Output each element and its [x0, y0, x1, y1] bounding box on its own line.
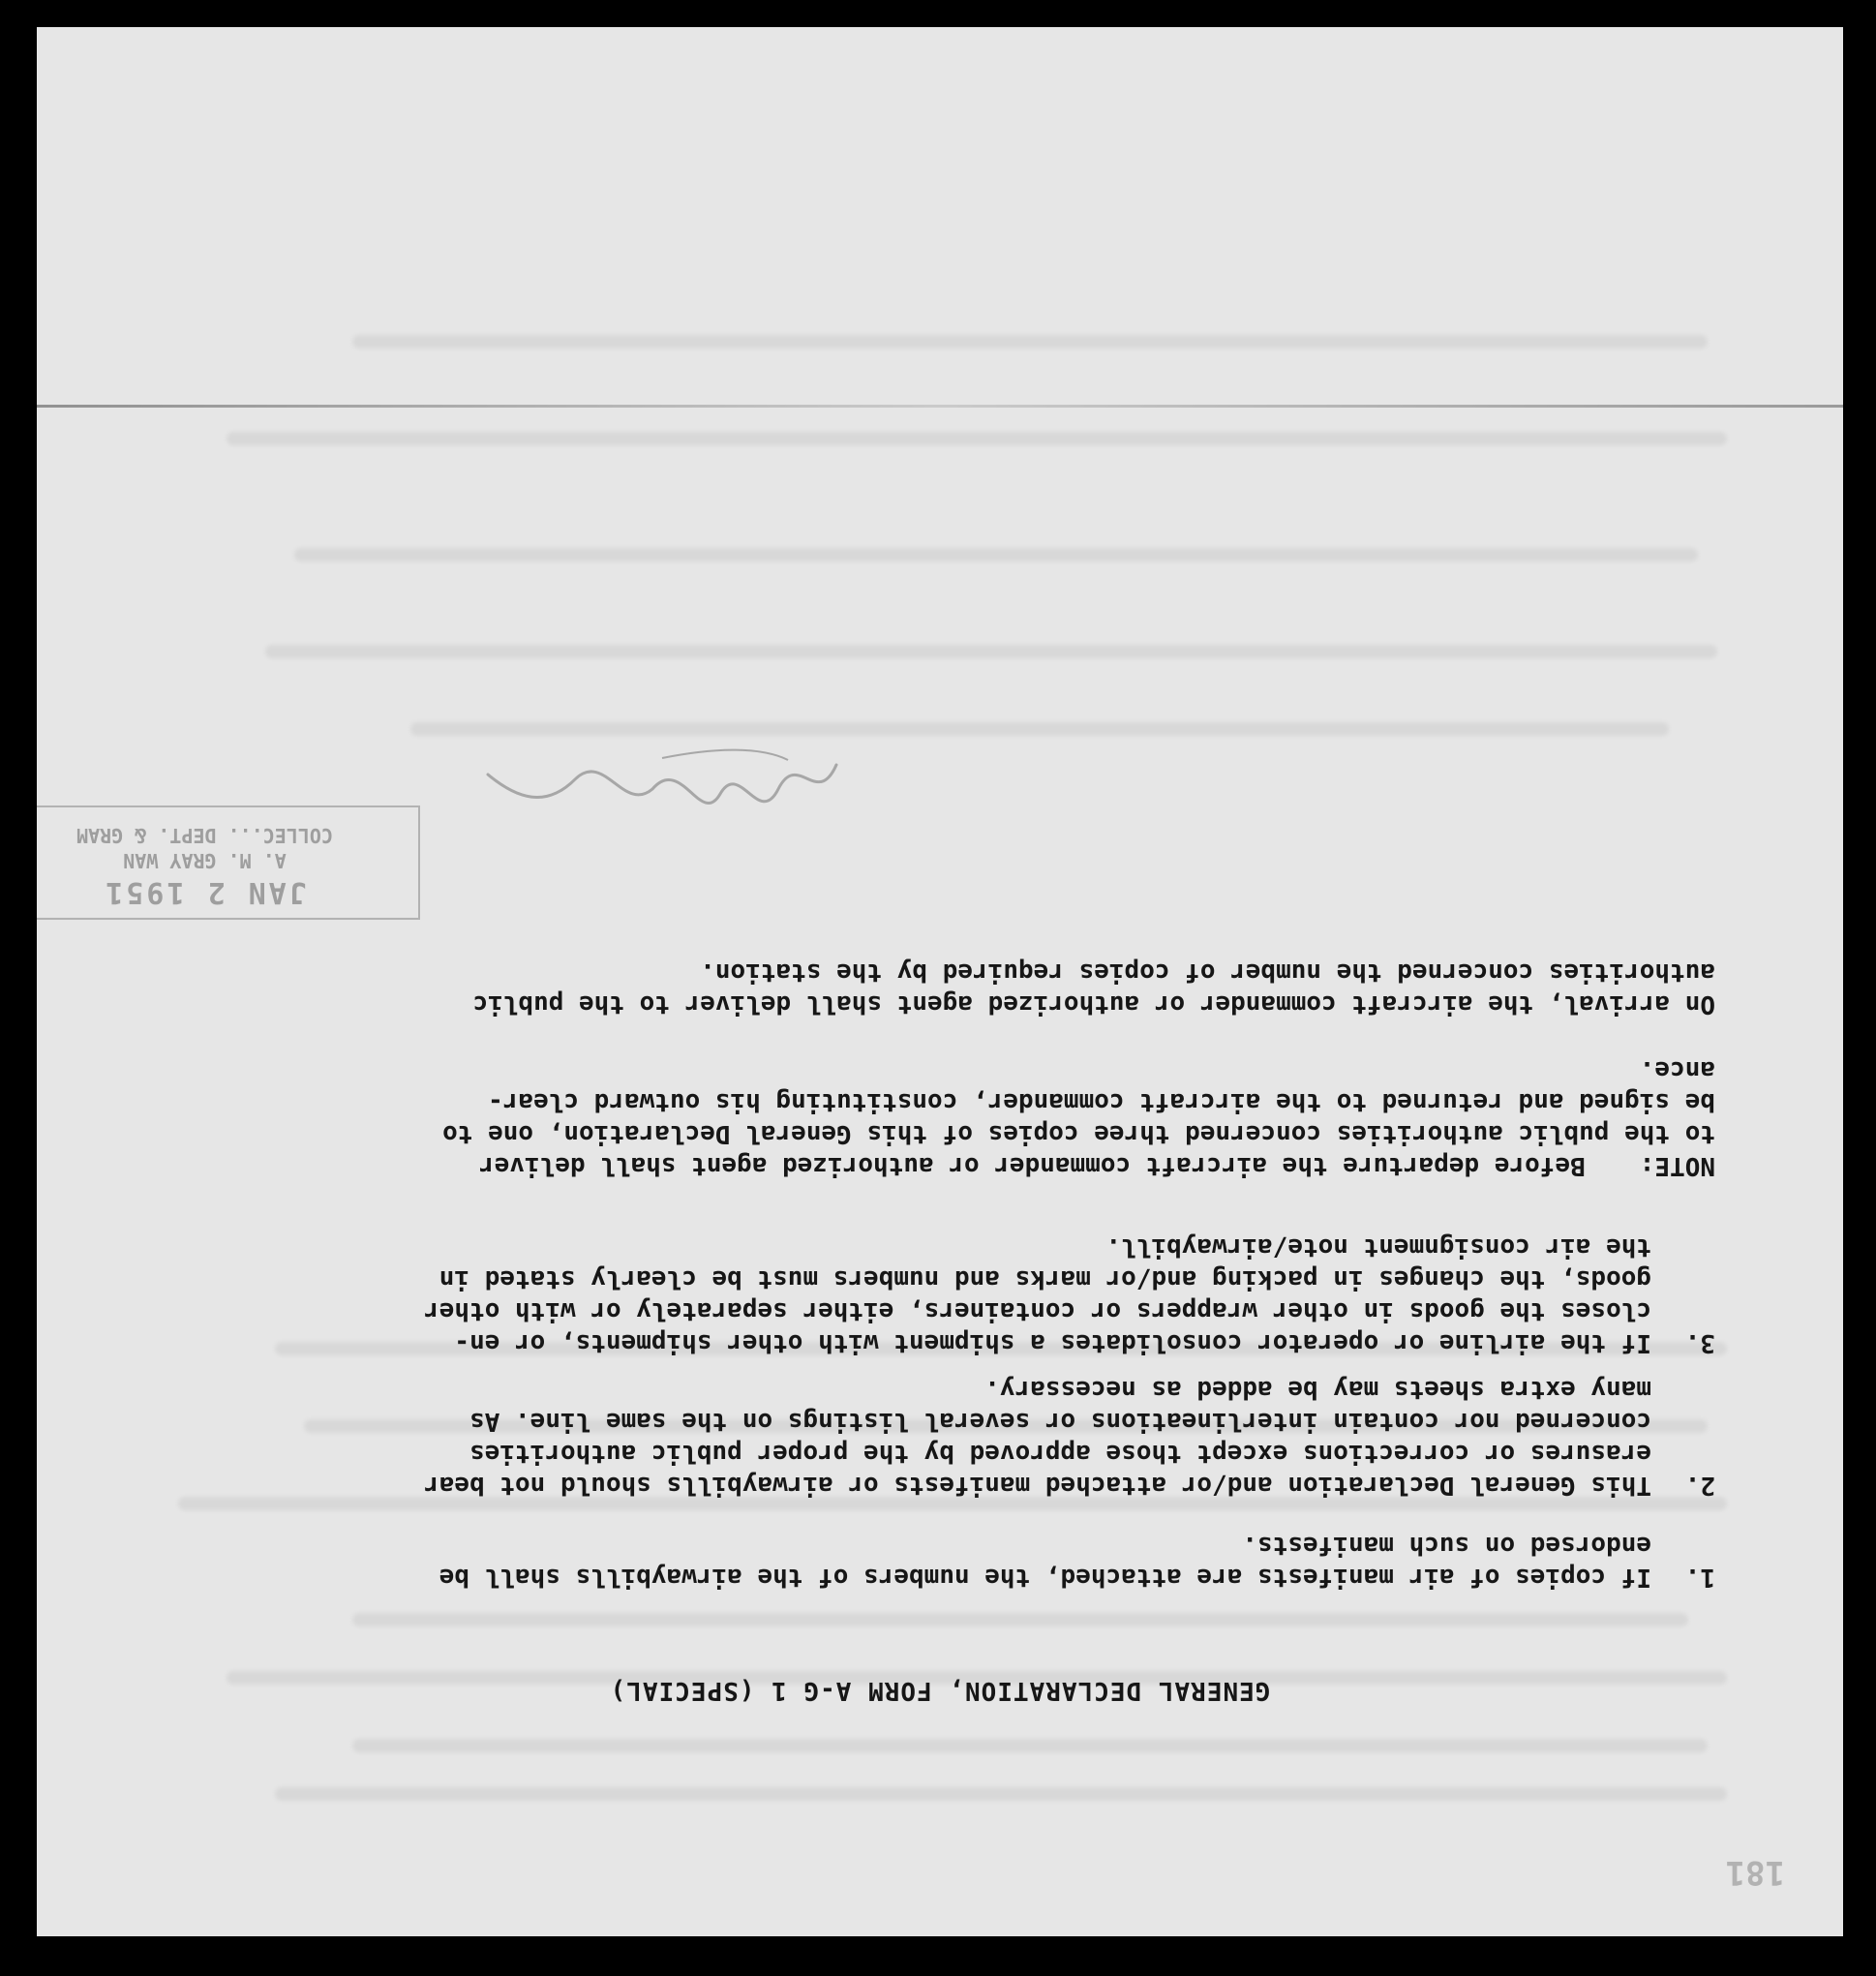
paragraph-text: If copies of air manifests are attached, the numbers of the airwaybills shall be endorsed on such manifests.: [439, 1531, 1651, 1592]
document-title: GENERAL DECLARATION, FORM A-G 1 (SPECIAL): [609, 1676, 1271, 1705]
arrival-paragraph: On arrival, the aircraft commander or authorized agent shall deliver to the public authorities concerned the number of copies required by the station.: [472, 958, 1715, 1018]
paragraph-text: This General Declaration and/or attached manifests or airwaybills should not bear erasures or corrections except those approved by the proper public authorities concerned nor contain interlineations or several listings on the same line. As many extra sheets may be added as necessary.: [424, 1375, 1651, 1500]
stamp-line-2: COLLEC... DEPT. & GRAM: [76, 824, 333, 847]
rotated-document-text: [37, 27, 1843, 1936]
note-label: NOTE:: [1639, 1151, 1715, 1180]
stamp-line-1: A. M. GRAY WAN: [123, 849, 287, 872]
page-number: 181: [1725, 1853, 1785, 1892]
note-paragraph: [147, 1053, 1715, 1181]
paragraph-2: [205, 1373, 1715, 1501]
handwritten-signature: [478, 741, 846, 818]
paragraph-1: [205, 1529, 1715, 1593]
paragraph-3: [205, 1231, 1715, 1358]
paragraph-number: 2.: [1684, 1471, 1715, 1500]
stamp-date: JAN 2 1951: [103, 875, 307, 909]
paragraph-number: 1.: [1684, 1563, 1715, 1592]
paragraph-number: 3.: [1684, 1328, 1715, 1357]
note-text: Before departure the aircraft commander or authorized agent shall deliver to the public authorities concerned three copies of this General Declaration, one to be signed and returned to the aircraft commander, constituting his outward clear- ance.: [442, 1055, 1715, 1180]
paragraph-text: If the airline or operator consolidates a shipment with other shipments, or en- closes the goods in other wrappers or containers, either separately or with other goods, the changes in packing and/or marks and numbers must be clearly stated in the air consignment note/airwaybill.: [424, 1232, 1651, 1357]
document-sheet: [37, 27, 1843, 1936]
received-stamp: [37, 806, 420, 920]
